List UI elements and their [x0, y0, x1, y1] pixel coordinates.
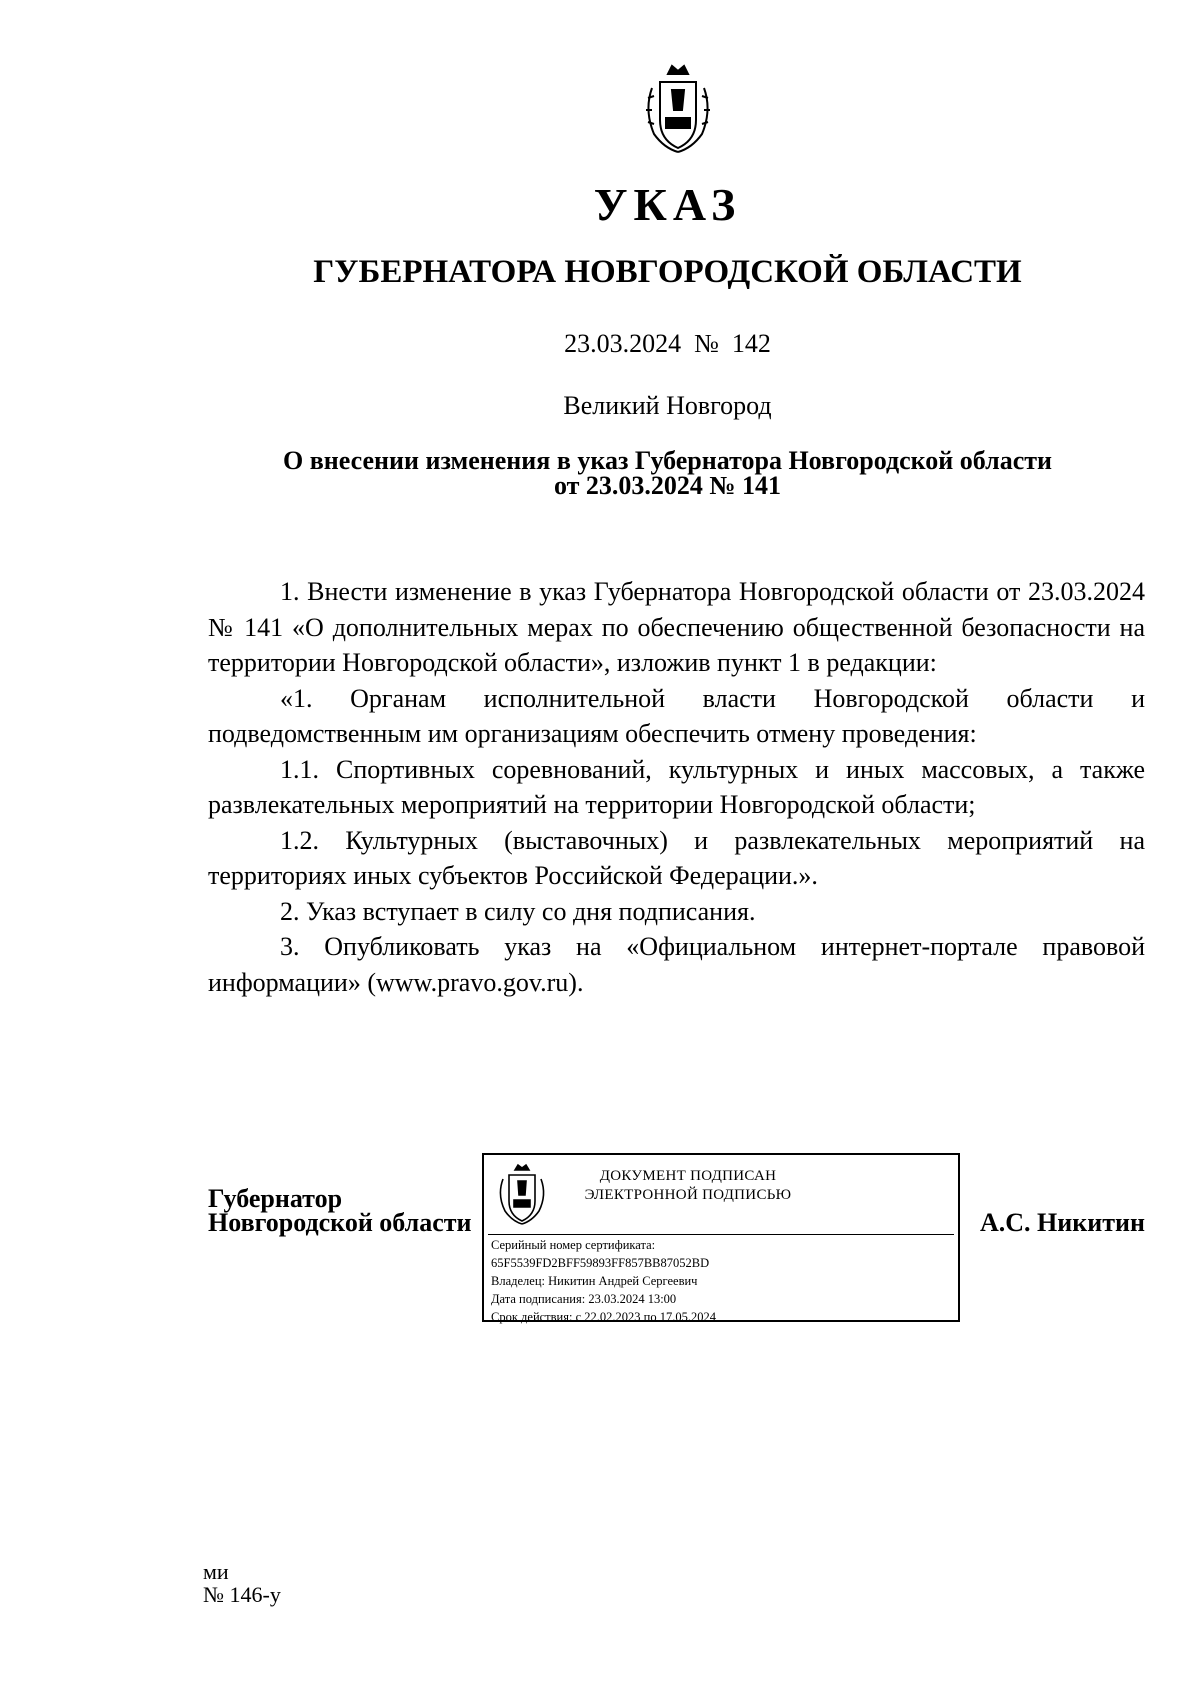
cert-label: Серийный номер сертификата: [491, 1238, 656, 1252]
date-number-line [0, 329, 1200, 359]
cert-serial: 65F5539FD2BFF59893FF857BB87052BD [491, 1256, 710, 1270]
stamp-heading-line-2: ЭЛЕКТРОННОЙ ПОДПИСЬЮ [584, 1187, 792, 1203]
registration-footer [203, 1560, 281, 1606]
electronic-signature-stamp [482, 1153, 960, 1322]
document-subject-title [200, 448, 1135, 498]
cert-validity: Срок действия: с 22.02.2023 по 17.05.2024 [491, 1310, 716, 1324]
subject-line-1: О внесении изменения в указ Губернатора Новгородской области [283, 446, 1052, 475]
signed-date: Дата подписания: 23.03.2024 13:00 [491, 1292, 677, 1306]
number-sign: № [694, 329, 719, 358]
document-type-title: УКАЗ [593, 179, 742, 230]
stamp-coat-of-arms-icon [494, 1161, 550, 1227]
document-date: 23.03.2024 [564, 329, 682, 358]
coat-of-arms-icon [638, 60, 718, 156]
executor-initials: ми [203, 1559, 229, 1584]
city: Великий Новгород [563, 391, 772, 420]
registration-number: № 146-у [203, 1582, 281, 1607]
position-line-2: Новгородской области [208, 1208, 472, 1237]
stamp-heading-line-1: ДОКУМЕНТ ПОДПИСАН [599, 1168, 777, 1184]
issuer-title: ГУБЕРНАТОРА НОВГОРОДСКОЙ ОБЛАСТИ [313, 254, 1022, 290]
subject-line-2: от 23.03.2024 № 141 [553, 471, 782, 500]
cert-owner: Владелец: Никитин Андрей Сергеевич [491, 1274, 698, 1288]
document-body [208, 574, 1145, 1000]
signatory-name: А.С. Никитин [980, 1208, 1145, 1237]
signatory-position [208, 1184, 472, 1237]
paragraph-3: 1.1. Спортивных соревнований, культурных и иных массовых, а также развлекательных мероприятий на территории Новгородской области; [208, 754, 1145, 819]
paragraph-6: 3. Опубликовать указ на «Официальном интернет-портале правовой информации» (www.pravo.gov.ru). [208, 932, 1145, 997]
paragraph-4: 1.2. Культурных (выставочных) и развлекательных мероприятий на территориях иных субъектов Российской Федерации.». [208, 825, 1145, 890]
stamp-details [491, 1236, 716, 1326]
stamp-heading [550, 1167, 826, 1205]
paragraph-1: 1. Внести изменение в указ Губернатора Новгородской области от 23.03.2024 № 141 «О дополнительных мерах по обеспечению общественной безопасности на территории Новгородской области», изложив пункт 1 в редакции: [208, 577, 1145, 677]
position-line-1: Губернатор [208, 1184, 343, 1213]
document-number: 142 [731, 329, 771, 358]
paragraph-2: «1. Органам исполнительной власти Новгородской области и подведомственным им организациям обеспечить отмену проведения: [208, 683, 1145, 748]
paragraph-5: 2. Указ вступает в силу со дня подписания. [280, 896, 756, 926]
stamp-divider [488, 1234, 954, 1235]
